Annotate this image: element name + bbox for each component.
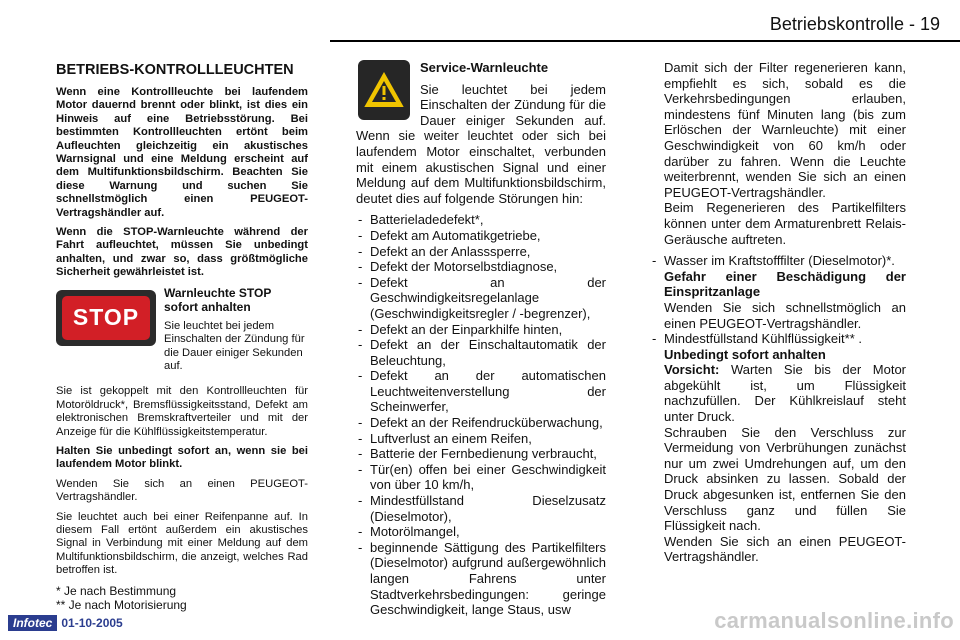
footer-bar — [8, 615, 123, 631]
column-3 — [650, 60, 906, 565]
header-rule — [330, 40, 960, 42]
list-item — [650, 331, 906, 565]
print-date: 01-10-2005 — [61, 616, 123, 630]
filter-text-1: Damit sich der Filter regenerieren kann, empfiehlt es sich, sobald es die Verkehrsbedingungen erlauben, mindestens fünf Minuten lang (bis zum Erlöschen der Warnleuchte) mit einer Geschwindigkeit von 60 km/h oder darüber zu fahren. Wenn die Leuchte weiterbrennt, wenden Sie sich an einen PEUGEOT-Vertragshändler. — [664, 60, 906, 200]
caution-label: Vorsicht: — [664, 362, 720, 378]
stop-paragraph-4: Sie leuchtet auch bei einer Reifenpanne auf. In diesem Fall ertönt außerdem ein akustisches Signal in Verbindung mit einer Meldung auf dem Multifunktionsbildschirm, die anzeigt, welches Rad betroffen ist. — [56, 510, 308, 577]
list-item: - Tür(en) offen bei einer Geschwindigkeit von über 10 km/h, — [356, 462, 606, 493]
fault-list-continued — [650, 253, 906, 565]
cap-instructions: Schrauben Sie den Verschluss zur Vermeidung von Verbrühungen zunächst nur um zwei Umdrehungen auf, um den Druck absinken zu lassen. Sobald der Druck abgesunken ist, entfernen Sie den Verschluss ganz und füllen Sie Flüssigkeit nach. — [664, 424, 906, 534]
stop-paragraph-3: Wenden Sie sich an einen PEUGEOT-Vertragshändler. — [56, 477, 308, 504]
stop-warning-block — [56, 286, 308, 380]
filter-text-2: Beim Regenerieren des Partikelfilters können unter dem Armaturenbrett Relais-Geräusche auftreten. — [664, 200, 906, 247]
injection-damage-warning: Gefahr einer Beschädigung der Einspritzanlage — [664, 268, 906, 300]
column-2 — [356, 60, 606, 618]
list-item: - Mindestfüllstand Dieselzusatz (Dieselmotor), — [356, 493, 606, 524]
stop-paragraph-1: Sie ist gekoppelt mit den Kontrollleuchten für Motoröldruck*, Bremsflüssigkeitsstand, Defekt am elektronischen Bremskraftverteiler und mit der Anzeige für die Kühlflüssigkeitstemperatur. — [56, 385, 308, 438]
warning-triangle-icon — [358, 60, 410, 120]
list-item: - Defekt am Automatikgetriebe, — [356, 228, 606, 244]
list-item: - Defekt an der Reifendrucküberwachung, — [356, 415, 606, 431]
list-item: - Motorölmangel, — [356, 524, 606, 540]
page-header: Betriebskontrolle - 19 — [769, 14, 940, 34]
intro-paragraph-1: Wenn eine Kontrollleuchte bei laufendem Motor dauernd brennt oder blinkt, ist dies ein Hinweis auf eine Betriebsstörung. Bei bestimmten Kontrollleuchten ertönt beim Aufleuchten gleichzeitig ein akustisches Warnsignal und eine Meldung erscheint auf dem Multifunktionsbildschirm. Beachten Sie diese Warnung und suchen Sie schnellstmöglich einen PEUGEOT-Vertragshändler auf. — [56, 86, 308, 219]
list-item: - Defekt an der Geschwindigkeitsregelanlage (Geschwindigkeitsregler / -begrenzer), — [356, 275, 606, 322]
list-item: - Defekt der Motorselbstdiagnose, — [356, 259, 606, 275]
watermark: carmanualsonline.info — [714, 608, 954, 633]
list-item: - Batterieladedefekt*, — [356, 212, 606, 228]
footnotes — [56, 584, 308, 612]
list-item: - Defekt an der Einparkhilfe hinten, — [356, 322, 606, 338]
list-item: - Luftverlust an einem Reifen, — [356, 431, 606, 447]
caution-body: Warten Sie bis der Motor abgekühlt ist, um Flüssigkeit nachzufüllen. Der Kühlkreislauf steht unter Druck. — [664, 362, 906, 425]
infotec-logo: Infotec — [8, 615, 57, 631]
stop-description: Sie leuchtet bei jedem Einschalten der Zündung für die Dauer einiger Sekunden auf. — [164, 319, 305, 372]
list-item: - beginnende Sättigung des Partikelfilters (Dieselmotor) aufgrund außergewöhnlich langen Fahrens unter Stadtverkehrsbedingungen: geringe Geschwindigkeit, lange Staus, usw — [356, 540, 606, 618]
list-item: - Defekt an der Einschaltautomatik der Beleuchtung, — [356, 337, 606, 368]
service-warning-heading: Service-Warnleuchte — [420, 60, 549, 75]
list-item: - Defekt an der automatischen Leuchtweitenverstellung der Scheinwerfer, — [356, 368, 606, 415]
list-item: - Batterie der Fernbedienung verbraucht, — [356, 446, 606, 462]
water-filter-advice: Wenden Sie sich schnellstmöglich an einen PEUGEOT-Vertragshändler. — [664, 299, 906, 331]
service-intro: Sie leuchtet bei jedem Einschalten der Zündung für die Dauer einiger Sekunden auf. Wenn sie weiter leuchtet oder sich bei laufendem Motor einschaltet, verbunden mit einem akustischen Signal und einer Meldung auf dem Multifunktionsbildschirm, deutet dies auf folgende Störungen hin: — [356, 81, 606, 206]
water-filter-item: Wasser im Kraftstofffilter (Dieselmotor)*. — [664, 253, 895, 269]
stop-plate: STOP — [62, 296, 150, 340]
coolant-item: Mindestfüllstand Kühlflüssigkeit** . — [664, 331, 862, 347]
intro-paragraph-2: Wenn die STOP-Warnleuchte während der Fahrt aufleuchtet, müssen Sie unbedingt anhalten, und zwar so, dass größtmögliche Sicherheit gewährleistet ist. — [56, 226, 308, 279]
column-1 — [56, 62, 308, 612]
footnote-1: * Je nach Bestimmung — [56, 583, 177, 598]
stop-text — [164, 286, 308, 380]
list-item: - Defekt an der Anlasssperre, — [356, 244, 606, 260]
stop-immediately: Unbedingt sofort anhalten — [664, 346, 826, 362]
dealer-advice: Wenden Sie sich an einen PEUGEOT-Vertragshändler. — [664, 533, 906, 565]
list-item — [650, 253, 906, 331]
fault-list — [356, 212, 606, 617]
footnote-2: ** Je nach Motorisierung — [56, 597, 187, 612]
stop-heading: Warnleuchte STOP sofort anhalten — [164, 285, 272, 314]
filter-paragraph — [650, 60, 906, 247]
stop-paragraph-2: Halten Sie unbedingt sofort an, wenn sie bei laufendem Motor blinkt. — [56, 444, 308, 471]
stop-warning-icon — [56, 290, 156, 346]
caution-text — [664, 362, 906, 424]
section-title: BETRIEBS-KONTROLLLEUCHTEN — [56, 62, 294, 78]
